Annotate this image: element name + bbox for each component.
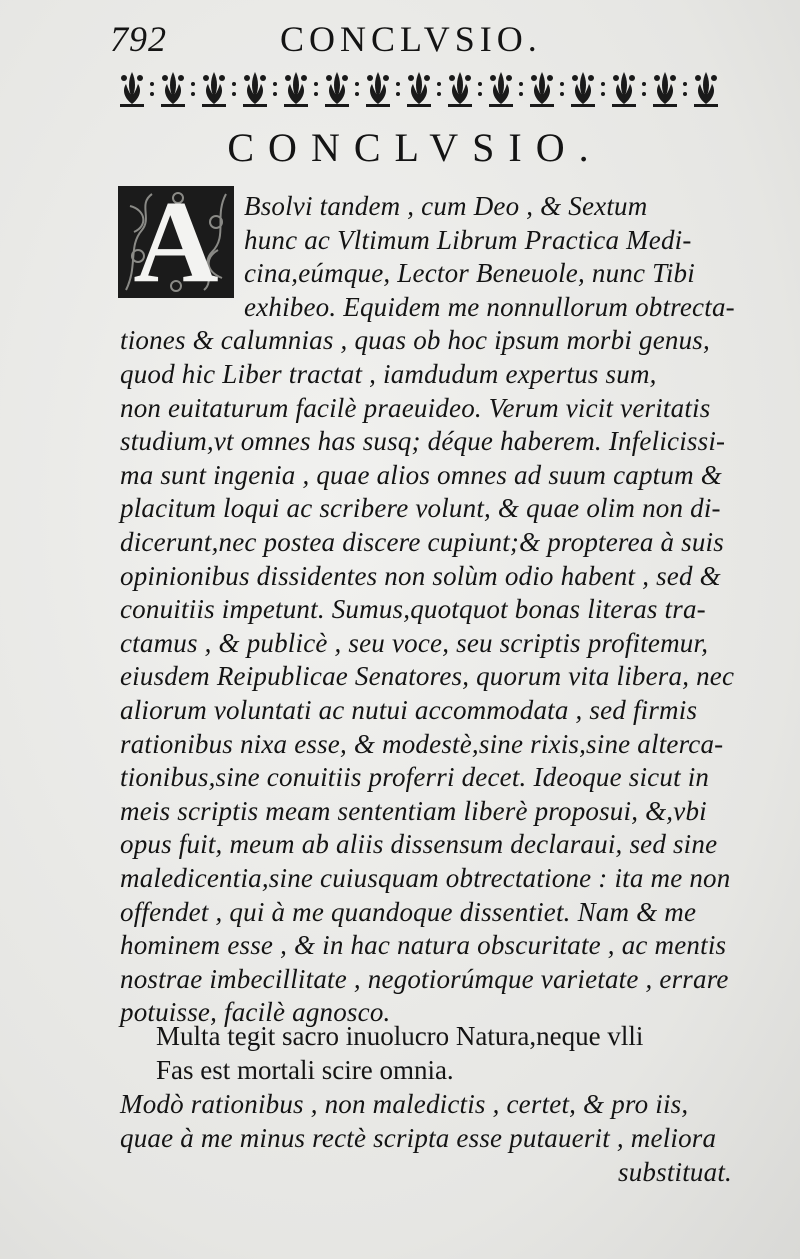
text-line: aliorum voluntati ac nutui accommodata , sed firmis <box>120 695 698 725</box>
running-head <box>110 14 760 64</box>
text-line: opus fuit, meum ab aliis dissensum declaraui, sed sine <box>120 829 718 860</box>
text-line: exhibeo. Equidem me nonnullorum obtrecta- <box>244 291 735 322</box>
text-line: substituat. <box>618 1157 732 1187</box>
text-line: Modò rationibus , non maledictis , certet, & pro iis, <box>120 1089 689 1119</box>
text-line: hominem esse , & in hac natura obscuritate , ac mentis <box>120 930 727 961</box>
text-line: tiones & calumnias , quas ob hoc ipsum morbi genus, <box>120 325 710 356</box>
fleuron-ornament-band <box>118 68 742 108</box>
text-line: non euitaturum facilè praeuideo. Verum vicit veritatis <box>120 392 711 423</box>
text-line: studium,vt omnes has susq; déque haberem. Infelicissi- <box>120 426 726 457</box>
text-line: nostrae imbecillitate , negotiorúmque varietate , errare <box>120 963 729 994</box>
running-title: CONCLVSIO. <box>280 19 542 59</box>
text-line: opinionibus dissidentes non solùm odio habent , sed & <box>120 560 721 591</box>
text-line: placitum loqui ac scribere volunt, & quae olim non di- <box>120 493 721 524</box>
text-line: hunc ac Vltimum Librum Practica Medi- <box>244 224 692 255</box>
text-line: Bsolvi tandem , cum Deo , & Sextum <box>244 191 648 221</box>
verse-line: Multa tegit sacro inuolucro Natura,neque vlli <box>156 1021 644 1051</box>
section-title: CONCLVSIO. <box>227 125 603 170</box>
initial-letter: A <box>133 176 219 307</box>
text-line: tionibus,sine conuitiis proferri decet. Ideoque sicut in <box>120 762 710 793</box>
text-line: conuitiis impetunt. Sumus,quotquot bonas literas tra- <box>120 594 706 625</box>
text-line: meis scriptis meam sententiam liberè proposui, &,vbi <box>120 795 707 826</box>
text-line: offendet , qui à me quandoque dissentiet. Nam & me <box>120 896 697 927</box>
text-line: quae à me minus rectè scripta esse putauerit , meliora <box>120 1123 717 1153</box>
text-line: dicerunt,nec postea discere cupiunt;& propterea à suis <box>120 527 724 557</box>
text-line: maledicentia,sine cuiusquam obtrectatione : ita me non <box>120 863 731 893</box>
text-line: quod hic Liber tractat , iamdudum expertus sum, <box>120 359 657 389</box>
text-line: potuisse, facilè agnosco. <box>120 997 391 1028</box>
decorated-initial <box>118 176 234 307</box>
verse-line: Fas est mortali scire omnia. <box>156 1055 454 1085</box>
text-line: ctamus , & publicè , seu voce, seu scriptis profitemur, <box>120 627 709 658</box>
text-line: ma sunt ingenia , quae alios omnes ad suum captum & <box>120 459 722 490</box>
page-number: 792 <box>110 19 167 59</box>
text-line: cina,eúmque, Lector Beneuole, nunc Tibi <box>244 258 695 289</box>
text-line: rationibus nixa esse, & modestè,sine rixis,sine alterca- <box>120 728 724 759</box>
text-line: eiusdem Reipublicae Senatores, quorum vita libera, nec <box>120 661 735 692</box>
